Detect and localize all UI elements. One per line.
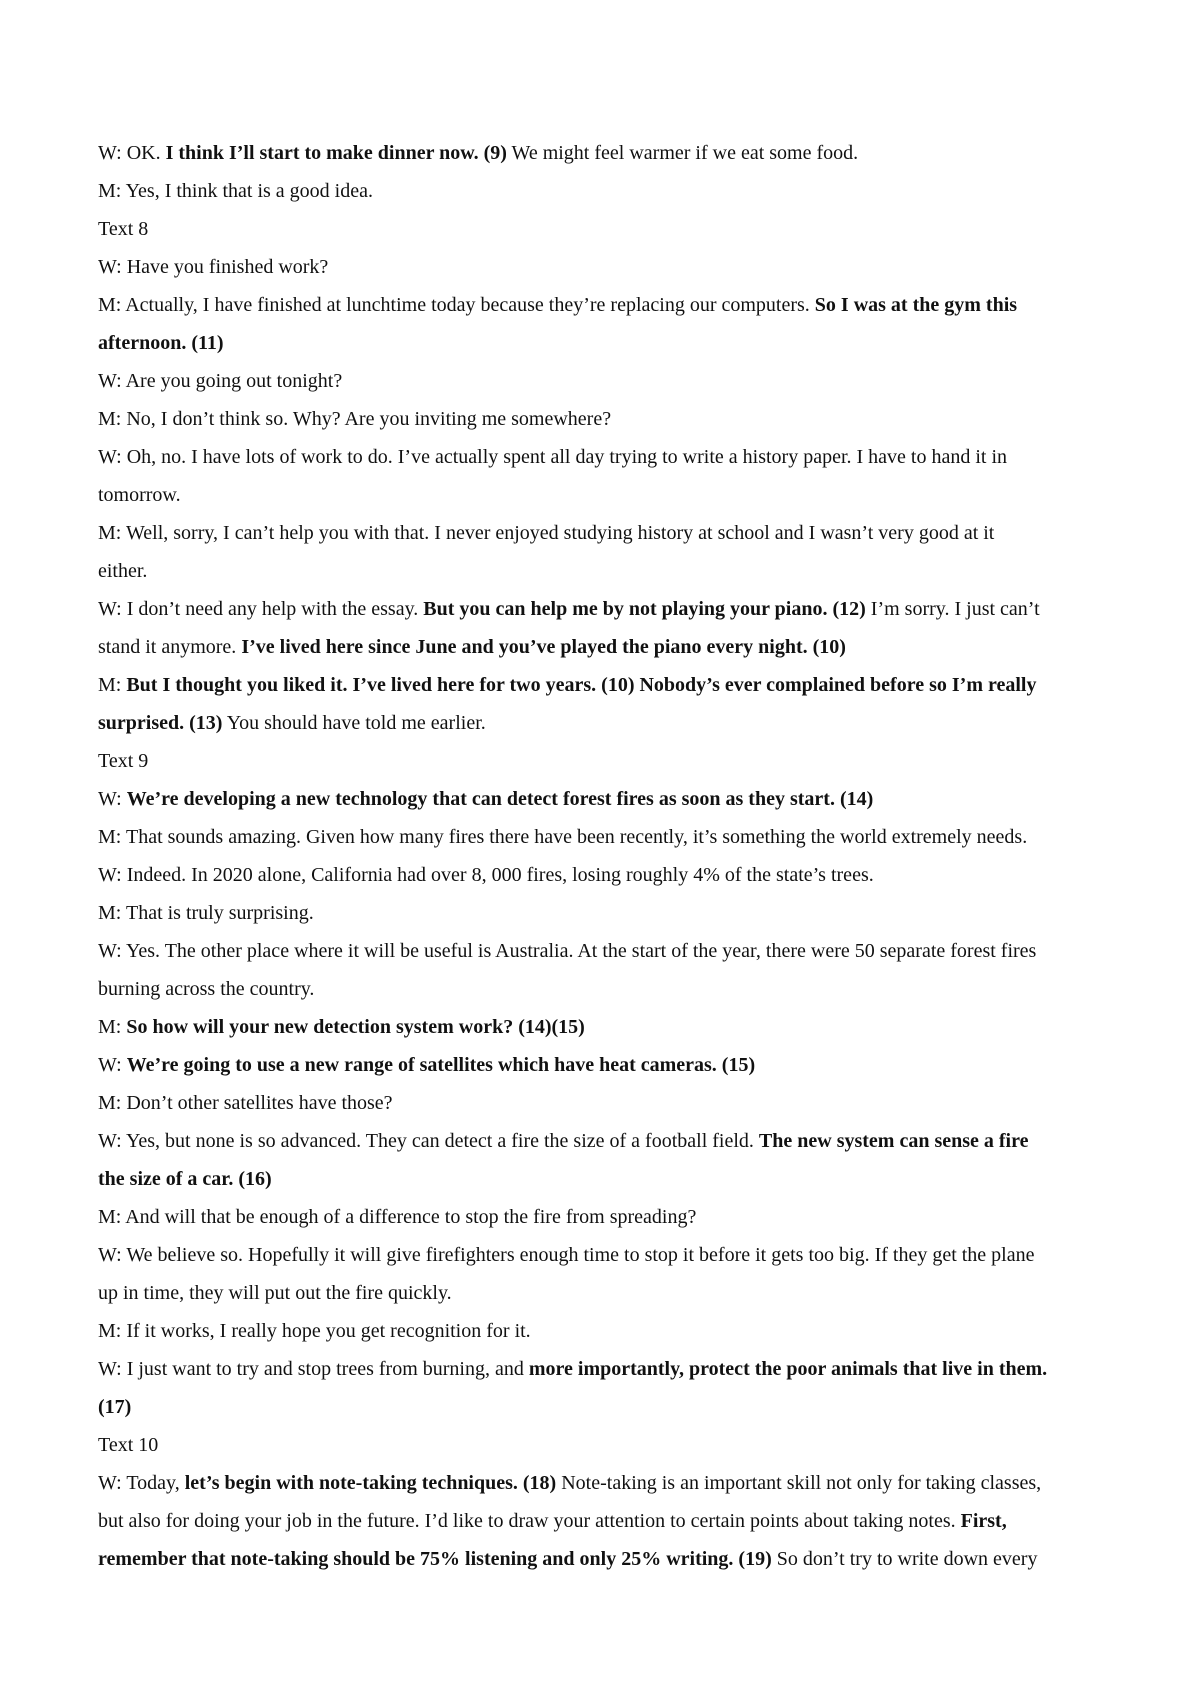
text: W: We believe so. Hopefully it will give firefighters enough time to stop it before it gets too big. If they get the plane [98, 1244, 1035, 1266]
transcript-line [98, 1426, 1118, 1464]
text: up in time, they will put out the fire quickly. [98, 1282, 452, 1304]
transcript-line [98, 628, 1118, 666]
text: W: Yes, but none is so advanced. They can detect a fire the size of a football field. [98, 1130, 759, 1152]
transcript-line [98, 1236, 1118, 1274]
transcript-line [98, 970, 1118, 1008]
bold-text: First, [960, 1510, 1007, 1532]
text: W: Today, [98, 1472, 185, 1494]
text: W: Have you finished work? [98, 256, 329, 278]
transcript-line [98, 1274, 1118, 1312]
text: M: If it works, I really hope you get recognition for it. [98, 1320, 531, 1342]
text: M: And will that be enough of a difference to stop the fire from spreading? [98, 1206, 697, 1228]
bold-text: the size of a car. (16) [98, 1168, 272, 1190]
transcript-line [98, 286, 1118, 324]
text: Text 8 [98, 218, 149, 240]
transcript-line [98, 210, 1118, 248]
transcript-line [98, 742, 1118, 780]
transcript-line [98, 818, 1118, 856]
transcript-line [98, 1084, 1118, 1122]
text: W: Yes. The other place where it will be useful is Australia. At the start of the year, there were 50 separate forest fires [98, 940, 1037, 962]
text: You should have told me earlier. [222, 712, 486, 734]
text: M: [98, 1016, 127, 1038]
bold-text: I’ve lived here since June and you’ve played the piano every night. (10) [241, 636, 846, 658]
bold-text: But I thought you liked it. I’ve lived here for two years. (10) Nobody’s ever complained before so I’m really [126, 674, 1037, 696]
bold-text: afternoon. (11) [98, 332, 224, 354]
bold-text: surprised. (13) [98, 712, 223, 734]
bold-text: The new system can sense a fire [758, 1130, 1029, 1152]
transcript-line [98, 134, 1118, 172]
transcript-line [98, 362, 1118, 400]
bold-text: I think I’ll start to make dinner now. (9) [165, 142, 507, 164]
transcript-line [98, 552, 1118, 590]
text: W: Are you going out tonight? [98, 370, 343, 392]
transcript-line [98, 1350, 1118, 1388]
transcript-line [98, 856, 1118, 894]
text: but also for doing your job in the future. I’d like to draw your attention to certain points about taking notes. [98, 1510, 961, 1532]
transcript-line [98, 324, 1118, 362]
transcript-page [98, 134, 1118, 1578]
text: M: That is truly surprising. [98, 902, 314, 924]
transcript-line [98, 1502, 1118, 1540]
transcript-line [98, 932, 1118, 970]
text: W: OK. [98, 142, 166, 164]
text: Text 10 [98, 1434, 159, 1456]
bold-text: But you can help me by not playing your piano. (12) [423, 598, 866, 620]
text: W: I just want to try and stop trees from burning, and [98, 1358, 529, 1380]
bold-text: We’re going to use a new range of satellites which have heat cameras. (15) [126, 1054, 756, 1076]
transcript-line [98, 248, 1118, 286]
transcript-line [98, 1160, 1118, 1198]
text: M: Well, sorry, I can’t help you with that. I never enjoyed studying history at school and I wasn’t very good at it [98, 522, 995, 544]
transcript-line [98, 172, 1118, 210]
transcript-line [98, 590, 1118, 628]
text: Note-taking is an important skill not only for taking classes, [556, 1472, 1042, 1494]
transcript-line [98, 780, 1118, 818]
text: We might feel warmer if we eat some food. [506, 142, 859, 164]
transcript-line [98, 1312, 1118, 1350]
bold-text: (17) [98, 1396, 132, 1418]
transcript-line [98, 1540, 1118, 1578]
text: Text 9 [98, 750, 149, 772]
transcript-line [98, 438, 1118, 476]
text: M: [98, 674, 127, 696]
bold-text: So I was at the gym this [814, 294, 1018, 316]
text: stand it anymore. [98, 636, 242, 658]
text: So don’t try to write down every [771, 1548, 1038, 1570]
transcript-line [98, 1008, 1118, 1046]
bold-text: let’s begin with note-taking techniques. (18) [184, 1472, 557, 1494]
text: M: Don’t other satellites have those? [98, 1092, 393, 1114]
transcript-line [98, 1046, 1118, 1084]
transcript-line [98, 1464, 1118, 1502]
transcript-line [98, 1122, 1118, 1160]
transcript-line [98, 894, 1118, 932]
text: M: That sounds amazing. Given how many fires there have been recently, it’s something the world extremely needs. [98, 826, 1028, 848]
text: either. [98, 560, 148, 582]
text: W: [98, 788, 127, 810]
text: W: I don’t need any help with the essay. [98, 598, 424, 620]
text: tomorrow. [98, 484, 181, 506]
bold-text: remember that note-taking should be 75% listening and only 25% writing. (19) [98, 1548, 772, 1570]
transcript-line [98, 514, 1118, 552]
text: M: Actually, I have finished at lunchtime today because they’re replacing our computers. [98, 294, 815, 316]
text: W: Oh, no. I have lots of work to do. I’ve actually spent all day trying to write a history paper. I have to hand it in [98, 446, 1008, 468]
bold-text: We’re developing a new technology that can detect forest fires as soon as they start. (14) [126, 788, 874, 810]
transcript-line [98, 1388, 1118, 1426]
text: W: [98, 1054, 127, 1076]
transcript-line [98, 400, 1118, 438]
text: M: Yes, I think that is a good idea. [98, 180, 373, 202]
text: W: Indeed. In 2020 alone, California had over 8, 000 fires, losing roughly 4% of the state’s trees. [98, 864, 874, 886]
transcript-line [98, 476, 1118, 514]
bold-text: more importantly, protect the poor animals that live in them. [528, 1358, 1048, 1380]
text: M: No, I don’t think so. Why? Are you inviting me somewhere? [98, 408, 612, 430]
bold-text: So how will your new detection system work? (14)(15) [126, 1016, 585, 1038]
transcript-line [98, 704, 1118, 742]
text: burning across the country. [98, 978, 315, 1000]
transcript-line [98, 666, 1118, 704]
text: I’m sorry. I just can’t [865, 598, 1040, 620]
transcript-line [98, 1198, 1118, 1236]
